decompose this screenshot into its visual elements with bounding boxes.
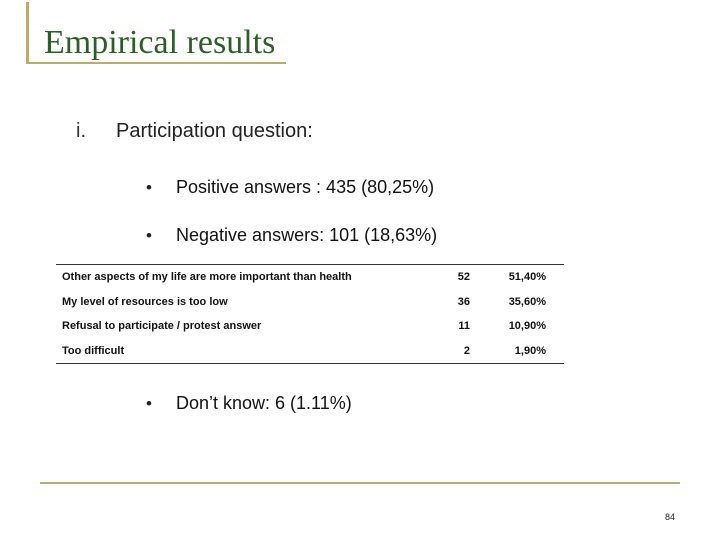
- count-cell: 36: [457, 295, 470, 308]
- bullet-dot: •: [146, 394, 152, 413]
- section-marker: i.: [76, 120, 86, 142]
- bullet-dot: •: [146, 226, 152, 245]
- table-row: [56, 314, 564, 339]
- reason-cell: Refusal to participate / protest answer: [62, 320, 262, 332]
- count-cell: 52: [457, 271, 470, 283]
- negative-answers: Negative answers: 101 (18,63%): [176, 225, 438, 245]
- section-heading: Participation question:: [116, 120, 313, 142]
- reasons-table: [56, 264, 564, 364]
- percent-cell: 51,40%: [508, 271, 546, 283]
- count-cell: 2: [463, 344, 470, 357]
- footer-rule: [40, 482, 680, 484]
- percent-cell: 1,90%: [514, 344, 546, 357]
- reason-cell: Other aspects of my life are more important than health: [62, 271, 352, 283]
- dont-know-answers: Don’t know: 6 (1.11%): [176, 393, 352, 413]
- table-row: [56, 290, 564, 315]
- count-cell: 11: [458, 320, 470, 332]
- percent-cell: 10,90%: [508, 320, 546, 332]
- title-accent-vertical: [26, 2, 29, 64]
- page-number: 84: [665, 512, 676, 522]
- bullet-dot: •: [146, 178, 152, 197]
- reason-cell: My level of resources is too low: [62, 295, 228, 308]
- reason-cell: Too difficult: [62, 344, 125, 357]
- table-row: [56, 339, 564, 364]
- positive-answers: Positive answers : 435 (80,25%): [176, 177, 435, 197]
- table-row: [56, 265, 564, 290]
- title-accent-horizontal: [26, 62, 286, 64]
- percent-cell: 35,60%: [508, 295, 546, 308]
- slide-title: Empirical results: [44, 24, 276, 61]
